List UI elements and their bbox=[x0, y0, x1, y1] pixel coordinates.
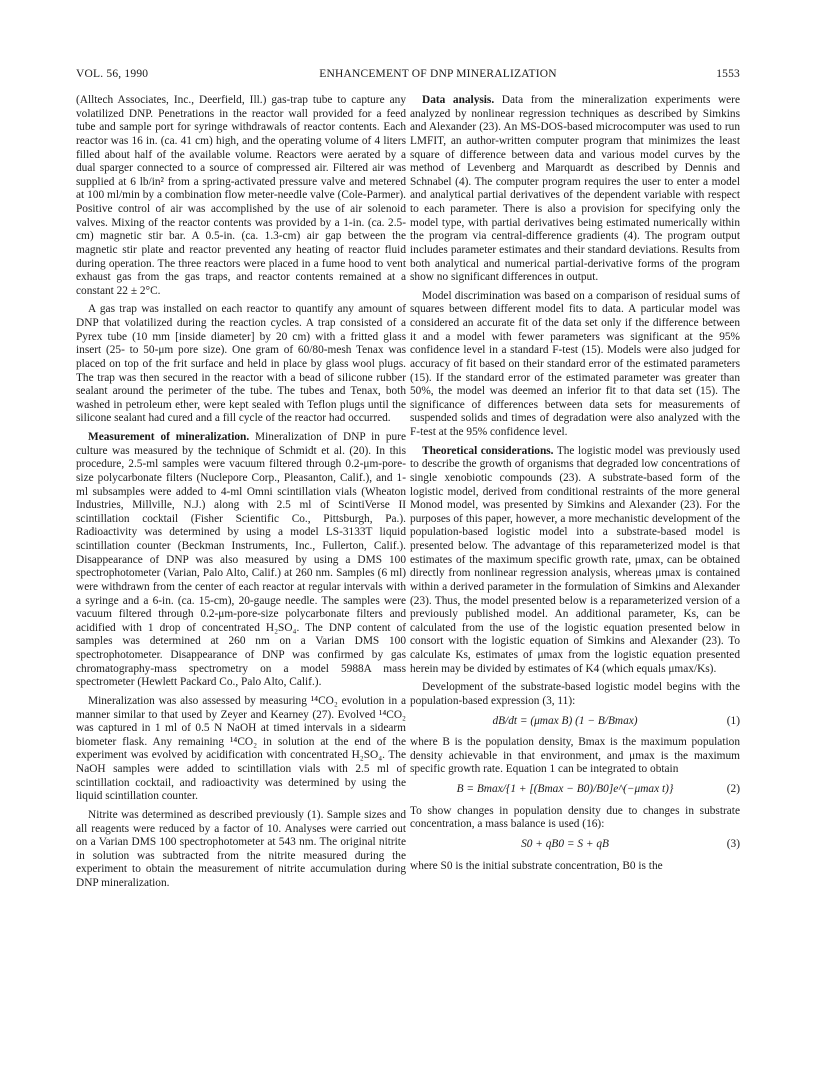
paragraph-where-b: where B is the population density, Bmax is the maximum population density achievable in that environment, and μmax is the maximum specific growth rate. Equation 1 can be integrated to obtain bbox=[410, 736, 740, 776]
paragraph-theory bbox=[410, 445, 740, 677]
equation-number: (2) bbox=[726, 783, 740, 795]
equation-text: B = Bmax/{1 + [(Bmax − B0)/B0]e^(−μmax t)} bbox=[456, 783, 674, 795]
paragraph-development: Development of the substrate-based logistic model begins with the population-based expression (3, 11): bbox=[410, 681, 740, 707]
equation-number: (1) bbox=[726, 714, 740, 727]
equation-3 bbox=[410, 838, 740, 852]
paragraph-text: Mineralization of DNP in pure culture was measured by the technique of Schmidt et al. (20). In this procedure, 2.5-ml samples were vacuum filtered through 0.2-μm-pore-size polycarbonate filters (Nuclepore Corp., Pleasanton, Calif.), and 1-ml subsamples were added to 4-ml Omni scintillation vials (Wheaton Industries, Millville, N.J.) along with 2.5 ml of ScintiVerse II scintillation cocktail (Fisher Scientific Co., Pittsburgh, Pa.). Radioactivity was determined by using a model LS-3133T liquid scintillation counter (Beckman Instruments, Inc., Fullerton, Calif.). Disappearance of DNP was also measured by using a DMS 100 spectrophotometer (Varian, Palo Alto, Calif.) at 260 nm. Samples (6 ml) were withdrawn from the center of each reactor at regular intervals with a syringe and a 6-in. (ca. 15-cm), 20-gauge needle. The samples were vacuum filtered through 0.2-μm-pore-size polycarbonate filters and acidified with 1 drop of concentrated H₂SO₄. The DNP content of samples was determined at 260 nm on a Varian DMS 100 spectrophotometer. Disappearance of DNP was confirmed by gas chromatography-mass spectrometry on a model 5988A mass spectrometer (Hewlett Packard Co., Palo Alto, Calif.). bbox=[76, 431, 406, 689]
running-header bbox=[76, 68, 740, 84]
paragraph-reactor-setup: (Alltech Associates, Inc., Deerfield, Ill.) gas-trap tube to capture any volatilized DNP. Penetrations in the reactor wall provided for a feed tube and sample port for syringe withdrawals of reactor contents. Each reactor was 16 in. (ca. 41 cm) high, and the operating volume of 4 liters filled about half of the available volume. Reactors were aerated by a dual sparger connected to a source of compressed air. Filtered air was supplied at 6 lb/in² from a spring-activated pressure valve and metered at 100 ml/min by a combination flow meter-needle valve (Cole-Parmer). Positive control of air was accomplished by the use of air solenoid valves. Mixing of the reactor contents was provided by a 1-in. (ca. 2.5-cm) magnetic stir bar. A 0.5-in. (ca. 1.3-cm) air gap between the magnetic stir plate and reactor prevented any heating of reactor fluid during operation. The three reactors were placed in a fume hood to vent exhaust gas from the gas traps, and reactor contents remained at a constant 22 ± 2°C. bbox=[76, 94, 406, 297]
section-lead-theory: Theoretical considerations. bbox=[422, 444, 554, 457]
equation-2 bbox=[410, 783, 740, 797]
volume-label: VOL. 56, 1990 bbox=[76, 68, 149, 80]
paragraph-text: Data from the mineralization experiments were analyzed by nonlinear regression techniques as described by Simkins and Alexander (23). An MS-DOS-based microcomputer was used to run LMFIT, an author-written computer program that minimizes the least square of difference between data and various model curves by the method of Levenberg and Marquardt as described by Dennis and Schnabel (4). The computer program requires the user to enter a model and analytical partial derivatives of the dependent variable with respect to each parameter. There is also a provision for specifying only the model type, with partial derivatives being estimated numerically within the program via central-difference gradients (4). The program output includes parameter estimates and their standard deviations. Results from both analytical and numerical partial-derivative forms of the program show no significant differences in output. bbox=[410, 94, 740, 284]
equation-1 bbox=[410, 715, 740, 729]
paragraph-co2-evolution: Mineralization was also assessed by measuring ¹⁴CO₂ evolution in a manner similar to that used by Zeyer and Kearney (27). Evolved ¹⁴CO₂ was captured in 1 ml of 0.5 N NaOH at timed intervals in a sidearm biometer flask. Any remaining ¹⁴CO₂ in solution at the end of the experiment was evolved by acidification with concentrated H₂SO₄. The NaOH samples were added to scintillation vials with 2.5 ml of scintillation cocktail, and radioactivity was determined by using the liquid scintillation counter. bbox=[76, 694, 406, 803]
paragraph-mineralization bbox=[76, 431, 406, 690]
paragraph-model-discrimination: Model discrimination was based on a comparison of residual sums of squares between different model fits to data. A particular model was considered an accurate fit of the data set only if the difference between it and a model with fewer parameters was significant at the 95% confidence level in a standard F-test (15). Models were also judged for accuracy of fit based on their standard error of the estimated parameters (15). If the standard error of the estimated parameter was greater than 50%, the model was deemed an inferior fit to that data set (15). The significance of differences between data sets for measurements of suspended solids and times of degradation were also analyzed with the F-test at the 95% confidence level. bbox=[410, 289, 740, 438]
equation-text: S0 + qB0 = S + qB bbox=[521, 837, 609, 850]
left-column bbox=[76, 94, 406, 896]
paragraph-text: The logistic model was previously used to describe the growth of organisms that degraded low concentrations of single xenobiotic compounds (23). A substrate-based form of the logistic model, derived from conditional restraints of the more general Monod model, was presented by Simkins and Alexander (23). For the purposes of this paper, however, a more mechanistic development of the population-based logistic model into a substrate-based model is presented below. The advantage of this reparameterized model is that estimates of the maximum specific growth rate, μmax, can be obtained directly from nonlinear regression analysis, whereas μmax is contained within a derived parameter in the formulation of Simkins and Alexander (23). Thus, the model presented below is a reparameterized version of a previously published model. An additional parameter, Ks, can be calculated from the use of the logistic equation presented below in consort with the logistic equation of Simkins and Alexander (23). To calculate Ks, estimates of μmax from the logistic equation presented herein may be divided by estimates of K4 (which equals μmax/Ks). bbox=[410, 444, 740, 675]
paragraph-gas-trap: A gas trap was installed on each reactor to quantify any amount of DNP that volatilized during the reaction cycles. A trap consisted of a Pyrex tube (10 mm [inside diameter] by 20 cm) with a fritted glass insert (25- to 50-μm pore size). One gram of 60/80-mesh Tenax was placed on top of the frit surface and held in place by glass wool plugs. The trap was then secured in the reactor with a bead of silicone rubber sealant around the perimeter of the tube. The tubes and Tenax, both washed in petroleum ether, were kept sealed with Teflon plugs until the silicone sealant had cured and a fill cycle of the reactor had occurred. bbox=[76, 303, 406, 425]
equation-text: dB/dt = (μmax B) (1 − B/Bmax) bbox=[492, 714, 638, 727]
paragraph-nitrite: Nitrite was determined as described previously (1). Sample sizes and all reagents were reduced by a factor of 10. Analyses were carried out on a Varian DMS 100 spectrophotometer at 543 nm. The original nitrite in solution was subtracted from the nitrite measured during the experiment to obtain the measurement of nitrite accumulation during DNP mineralization. bbox=[76, 808, 406, 889]
section-lead-data-analysis: Data analysis. bbox=[422, 94, 495, 106]
equation-number: (3) bbox=[726, 837, 740, 850]
paragraph-where-s0: where S0 is the initial substrate concentration, B0 is the bbox=[410, 859, 663, 872]
paragraph-data-analysis bbox=[410, 94, 740, 285]
right-column bbox=[410, 94, 740, 878]
section-lead-mineralization: Measurement of mineralization. bbox=[88, 431, 250, 443]
running-title: ENHANCEMENT OF DNP MINERALIZATION bbox=[319, 68, 557, 80]
paragraph-mass-balance: To show changes in population density due to changes in substrate concentration, a mass balance is used (16): bbox=[410, 804, 740, 831]
page-number: 1553 bbox=[716, 68, 740, 80]
